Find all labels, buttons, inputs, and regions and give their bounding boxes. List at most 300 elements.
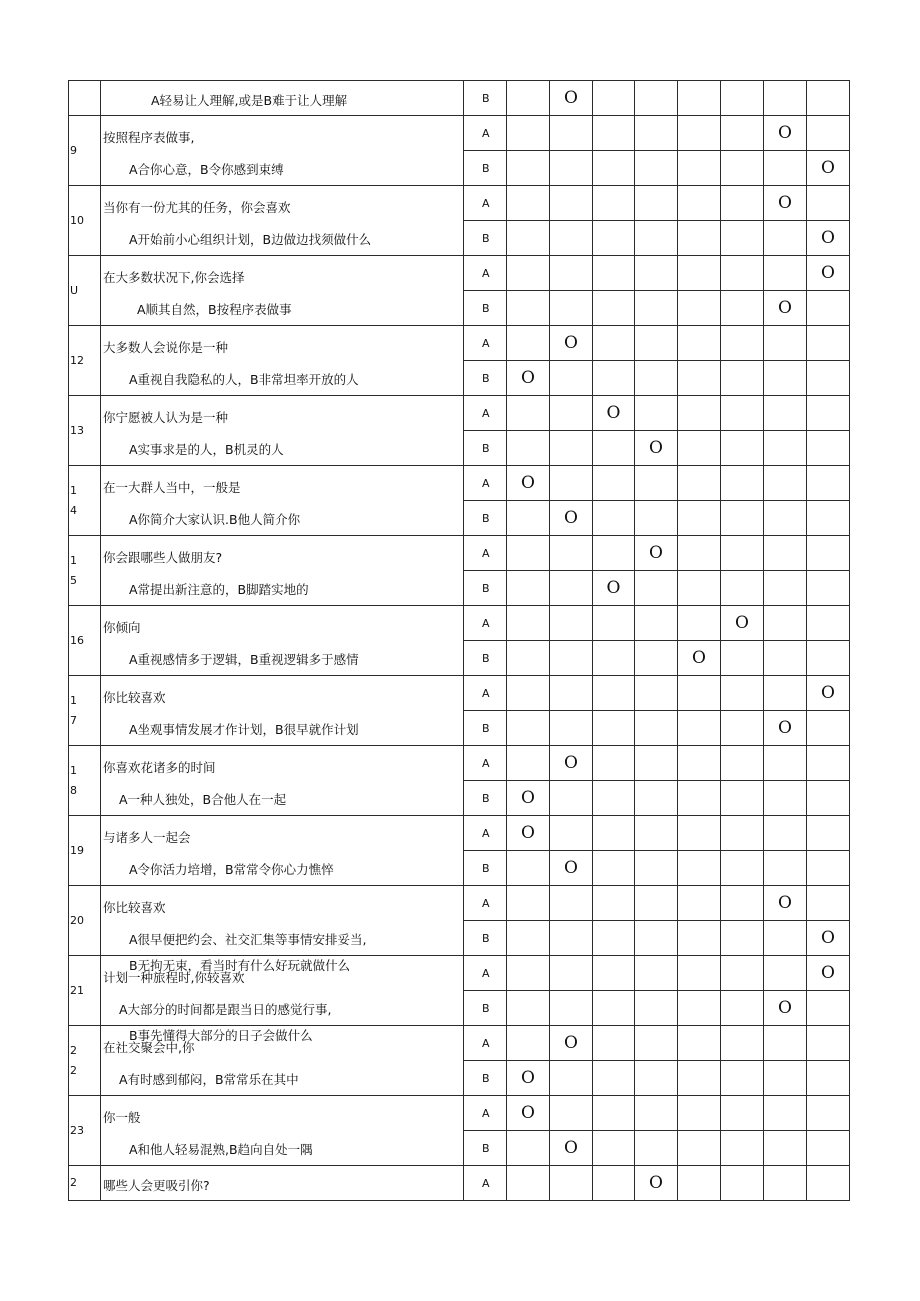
score-cell[interactable] bbox=[721, 641, 764, 676]
score-cell[interactable] bbox=[593, 326, 635, 361]
score-cell[interactable] bbox=[635, 886, 678, 921]
score-cell[interactable] bbox=[721, 1061, 764, 1096]
selected-mark: O bbox=[564, 333, 578, 353]
score-cell[interactable] bbox=[507, 641, 550, 676]
score-cell[interactable] bbox=[721, 1166, 764, 1201]
score-cell[interactable] bbox=[721, 921, 764, 956]
score-cell[interactable] bbox=[593, 501, 635, 536]
score-cell[interactable] bbox=[678, 781, 721, 816]
score-cell[interactable] bbox=[593, 536, 635, 571]
score-cell[interactable] bbox=[507, 116, 550, 151]
score-cell[interactable] bbox=[764, 1026, 807, 1061]
score-cell[interactable] bbox=[721, 431, 764, 466]
score-cell[interactable] bbox=[721, 291, 764, 326]
score-cell[interactable] bbox=[678, 81, 721, 116]
score-cell[interactable] bbox=[635, 851, 678, 886]
score-cell[interactable] bbox=[678, 606, 721, 641]
question-title: 你宁愿被人认为是一种 bbox=[103, 410, 229, 425]
score-cell[interactable] bbox=[635, 1131, 678, 1166]
score-cell[interactable] bbox=[807, 1166, 850, 1201]
score-cell[interactable] bbox=[593, 116, 635, 151]
score-cell[interactable] bbox=[678, 431, 721, 466]
score-cell[interactable] bbox=[507, 886, 550, 921]
score-cell[interactable] bbox=[635, 921, 678, 956]
score-cell[interactable] bbox=[764, 361, 807, 396]
score-cell[interactable] bbox=[635, 991, 678, 1026]
score-cell[interactable] bbox=[635, 676, 678, 711]
score-cell[interactable] bbox=[635, 186, 678, 221]
option-letter: A bbox=[464, 1166, 507, 1201]
score-cell[interactable] bbox=[550, 606, 593, 641]
score-cell[interactable] bbox=[678, 1096, 721, 1131]
score-cell[interactable] bbox=[635, 396, 678, 431]
score-cell[interactable] bbox=[635, 1026, 678, 1061]
score-cell[interactable] bbox=[550, 886, 593, 921]
score-cell[interactable] bbox=[635, 291, 678, 326]
question-text-cell bbox=[101, 816, 464, 886]
score-cell[interactable] bbox=[593, 81, 635, 116]
score-cell[interactable] bbox=[678, 921, 721, 956]
question-number: 1 5 bbox=[69, 536, 101, 606]
score-cell[interactable] bbox=[550, 571, 593, 606]
score-cell[interactable] bbox=[721, 851, 764, 886]
score-cell[interactable] bbox=[721, 151, 764, 186]
score-cell[interactable] bbox=[764, 746, 807, 781]
score-cell[interactable] bbox=[593, 431, 635, 466]
selected-mark: O bbox=[564, 753, 578, 773]
score-cell[interactable] bbox=[764, 151, 807, 186]
score-cell[interactable] bbox=[764, 991, 807, 1026]
score-cell[interactable] bbox=[764, 676, 807, 711]
score-cell[interactable] bbox=[507, 466, 550, 501]
score-cell[interactable] bbox=[550, 466, 593, 501]
score-cell[interactable] bbox=[721, 676, 764, 711]
score-cell[interactable] bbox=[550, 221, 593, 256]
question-number: 2 bbox=[69, 1166, 101, 1201]
score-cell[interactable] bbox=[721, 116, 764, 151]
score-cell[interactable] bbox=[550, 256, 593, 291]
score-cell[interactable] bbox=[721, 711, 764, 746]
score-cell[interactable] bbox=[807, 81, 850, 116]
score-cell[interactable] bbox=[764, 431, 807, 466]
score-cell[interactable] bbox=[635, 746, 678, 781]
score-cell[interactable] bbox=[593, 711, 635, 746]
score-cell[interactable] bbox=[721, 256, 764, 291]
score-cell[interactable] bbox=[593, 781, 635, 816]
question-number: 2 2 bbox=[69, 1026, 101, 1096]
score-cell[interactable] bbox=[507, 606, 550, 641]
option-row bbox=[69, 186, 850, 221]
score-cell[interactable] bbox=[635, 781, 678, 816]
score-cell[interactable] bbox=[550, 641, 593, 676]
score-cell[interactable] bbox=[635, 431, 678, 466]
score-cell[interactable] bbox=[678, 1061, 721, 1096]
score-cell[interactable] bbox=[550, 956, 593, 991]
score-cell[interactable] bbox=[507, 326, 550, 361]
score-cell[interactable] bbox=[507, 921, 550, 956]
score-cell[interactable] bbox=[807, 571, 850, 606]
score-cell[interactable] bbox=[550, 851, 593, 886]
score-cell[interactable] bbox=[807, 956, 850, 991]
option-row bbox=[69, 956, 850, 991]
score-cell[interactable] bbox=[635, 361, 678, 396]
score-cell[interactable] bbox=[550, 431, 593, 466]
score-cell[interactable] bbox=[550, 1131, 593, 1166]
score-cell[interactable] bbox=[678, 1026, 721, 1061]
score-cell[interactable] bbox=[721, 886, 764, 921]
score-cell[interactable] bbox=[635, 116, 678, 151]
option-letter: B bbox=[464, 641, 507, 676]
score-cell[interactable] bbox=[764, 291, 807, 326]
score-cell[interactable] bbox=[550, 781, 593, 816]
score-cell[interactable] bbox=[721, 186, 764, 221]
score-cell[interactable] bbox=[507, 431, 550, 466]
score-cell[interactable] bbox=[593, 256, 635, 291]
score-cell[interactable] bbox=[807, 116, 850, 151]
score-cell[interactable] bbox=[593, 851, 635, 886]
score-cell[interactable] bbox=[807, 151, 850, 186]
score-cell[interactable] bbox=[550, 816, 593, 851]
score-cell[interactable] bbox=[550, 361, 593, 396]
score-cell[interactable] bbox=[764, 816, 807, 851]
score-cell[interactable] bbox=[550, 326, 593, 361]
option-letter: B bbox=[464, 501, 507, 536]
question-text-cell bbox=[101, 466, 464, 536]
score-cell[interactable] bbox=[721, 326, 764, 361]
option-letter: A bbox=[464, 396, 507, 431]
score-cell[interactable] bbox=[764, 116, 807, 151]
score-cell[interactable] bbox=[764, 1166, 807, 1201]
score-cell[interactable] bbox=[678, 1131, 721, 1166]
score-cell[interactable] bbox=[678, 676, 721, 711]
score-cell[interactable] bbox=[807, 676, 850, 711]
score-cell[interactable] bbox=[507, 816, 550, 851]
score-cell[interactable] bbox=[635, 536, 678, 571]
question-options: A一种人独处，B合他人在一起 bbox=[119, 792, 287, 807]
score-cell[interactable] bbox=[507, 291, 550, 326]
score-cell[interactable] bbox=[764, 466, 807, 501]
selected-mark: O bbox=[778, 298, 792, 318]
score-cell[interactable] bbox=[635, 81, 678, 116]
score-cell[interactable] bbox=[507, 781, 550, 816]
score-cell[interactable] bbox=[507, 501, 550, 536]
score-cell[interactable] bbox=[550, 186, 593, 221]
score-cell[interactable] bbox=[678, 641, 721, 676]
score-cell[interactable] bbox=[678, 711, 721, 746]
score-cell[interactable] bbox=[507, 711, 550, 746]
score-cell[interactable] bbox=[721, 81, 764, 116]
score-cell[interactable] bbox=[807, 1061, 850, 1096]
score-cell[interactable] bbox=[721, 1026, 764, 1061]
score-cell[interactable] bbox=[507, 1061, 550, 1096]
score-cell[interactable] bbox=[635, 326, 678, 361]
question-title: 哪些人会更吸引你? bbox=[103, 1178, 210, 1193]
score-cell[interactable] bbox=[507, 1131, 550, 1166]
score-cell[interactable] bbox=[807, 816, 850, 851]
score-cell[interactable] bbox=[764, 256, 807, 291]
score-cell[interactable] bbox=[635, 221, 678, 256]
score-cell[interactable] bbox=[764, 851, 807, 886]
score-cell[interactable] bbox=[635, 256, 678, 291]
score-cell[interactable] bbox=[807, 536, 850, 571]
question-options: A合你心意，B令你感到束缚 bbox=[129, 162, 284, 177]
score-cell[interactable] bbox=[507, 571, 550, 606]
option-letter: B bbox=[464, 1061, 507, 1096]
score-cell[interactable] bbox=[550, 116, 593, 151]
score-cell[interactable] bbox=[593, 151, 635, 186]
score-cell[interactable] bbox=[593, 1026, 635, 1061]
score-cell[interactable] bbox=[764, 396, 807, 431]
score-cell[interactable] bbox=[678, 256, 721, 291]
score-cell[interactable] bbox=[593, 956, 635, 991]
score-cell[interactable] bbox=[764, 186, 807, 221]
score-cell[interactable] bbox=[721, 816, 764, 851]
score-cell[interactable] bbox=[764, 81, 807, 116]
score-cell[interactable] bbox=[721, 571, 764, 606]
score-cell[interactable] bbox=[807, 1026, 850, 1061]
score-cell[interactable] bbox=[550, 991, 593, 1026]
score-cell[interactable] bbox=[593, 1061, 635, 1096]
score-cell[interactable] bbox=[507, 1096, 550, 1131]
score-cell[interactable] bbox=[721, 991, 764, 1026]
question-options-continued: B无拘无束，看当时有什么好玩就做什么 bbox=[129, 958, 351, 973]
score-cell[interactable] bbox=[678, 221, 721, 256]
score-cell[interactable] bbox=[678, 536, 721, 571]
score-cell[interactable] bbox=[721, 1096, 764, 1131]
score-cell[interactable] bbox=[550, 291, 593, 326]
score-cell[interactable] bbox=[764, 956, 807, 991]
score-cell[interactable] bbox=[550, 921, 593, 956]
score-cell[interactable] bbox=[550, 746, 593, 781]
question-title: 你一般 bbox=[103, 1110, 141, 1125]
score-cell[interactable] bbox=[635, 466, 678, 501]
score-cell[interactable] bbox=[807, 746, 850, 781]
score-cell[interactable] bbox=[635, 1096, 678, 1131]
score-cell[interactable] bbox=[721, 221, 764, 256]
score-cell[interactable] bbox=[764, 501, 807, 536]
score-cell[interactable] bbox=[721, 746, 764, 781]
score-cell[interactable] bbox=[807, 1131, 850, 1166]
score-cell[interactable] bbox=[678, 326, 721, 361]
score-cell[interactable] bbox=[721, 501, 764, 536]
score-cell[interactable] bbox=[635, 711, 678, 746]
score-cell[interactable] bbox=[807, 291, 850, 326]
option-letter: B bbox=[464, 991, 507, 1026]
score-cell[interactable] bbox=[507, 991, 550, 1026]
score-cell[interactable] bbox=[764, 1096, 807, 1131]
score-cell[interactable] bbox=[507, 676, 550, 711]
question-text-cell bbox=[101, 536, 464, 606]
score-cell[interactable] bbox=[550, 1061, 593, 1096]
score-cell[interactable] bbox=[593, 291, 635, 326]
score-cell[interactable] bbox=[550, 396, 593, 431]
score-cell[interactable] bbox=[764, 641, 807, 676]
score-cell[interactable] bbox=[807, 641, 850, 676]
score-cell[interactable] bbox=[635, 1166, 678, 1201]
score-cell[interactable] bbox=[507, 151, 550, 186]
question-number: 12 bbox=[69, 326, 101, 396]
score-cell[interactable] bbox=[593, 991, 635, 1026]
question-text-cell bbox=[101, 186, 464, 256]
question-text-cell bbox=[101, 676, 464, 746]
score-cell[interactable] bbox=[550, 676, 593, 711]
selected-mark: O bbox=[521, 473, 535, 493]
score-cell[interactable] bbox=[635, 641, 678, 676]
score-cell[interactable] bbox=[635, 501, 678, 536]
score-cell[interactable] bbox=[807, 1096, 850, 1131]
option-letter: B bbox=[464, 571, 507, 606]
score-cell[interactable] bbox=[593, 641, 635, 676]
score-cell[interactable] bbox=[807, 886, 850, 921]
score-cell[interactable] bbox=[807, 606, 850, 641]
selected-mark: O bbox=[821, 928, 835, 948]
selected-mark: O bbox=[649, 1173, 663, 1193]
selected-mark: O bbox=[649, 438, 663, 458]
score-cell[interactable] bbox=[807, 431, 850, 466]
question-title: 在大多数状况下,你会选择 bbox=[103, 270, 245, 285]
score-cell[interactable] bbox=[764, 536, 807, 571]
score-cell[interactable] bbox=[507, 746, 550, 781]
score-cell[interactable] bbox=[678, 1166, 721, 1201]
score-cell[interactable] bbox=[507, 396, 550, 431]
score-cell[interactable] bbox=[764, 571, 807, 606]
score-cell[interactable] bbox=[678, 886, 721, 921]
score-cell[interactable] bbox=[507, 256, 550, 291]
score-cell[interactable] bbox=[635, 1061, 678, 1096]
score-cell[interactable] bbox=[678, 361, 721, 396]
score-cell[interactable] bbox=[678, 991, 721, 1026]
score-cell[interactable] bbox=[678, 186, 721, 221]
score-cell[interactable] bbox=[807, 256, 850, 291]
score-cell[interactable] bbox=[593, 396, 635, 431]
score-cell[interactable] bbox=[764, 886, 807, 921]
score-cell[interactable] bbox=[721, 606, 764, 641]
score-cell[interactable] bbox=[678, 571, 721, 606]
score-cell[interactable] bbox=[593, 1131, 635, 1166]
score-cell[interactable] bbox=[507, 186, 550, 221]
question-title: 你会跟哪些人做朋友? bbox=[103, 550, 223, 565]
question-text-cell bbox=[101, 746, 464, 816]
score-cell[interactable] bbox=[678, 501, 721, 536]
score-cell[interactable] bbox=[721, 1131, 764, 1166]
score-cell[interactable] bbox=[635, 956, 678, 991]
score-cell[interactable] bbox=[764, 781, 807, 816]
selected-mark: O bbox=[778, 893, 792, 913]
score-cell[interactable] bbox=[721, 536, 764, 571]
score-cell[interactable] bbox=[764, 606, 807, 641]
score-cell[interactable] bbox=[764, 221, 807, 256]
score-cell[interactable] bbox=[807, 711, 850, 746]
question-options: A你简介大家认识.B他人简介你 bbox=[129, 512, 301, 527]
score-cell[interactable] bbox=[678, 956, 721, 991]
score-cell[interactable] bbox=[721, 466, 764, 501]
question-title: 在一大群人当中，一般是 bbox=[103, 480, 241, 495]
score-cell[interactable] bbox=[807, 921, 850, 956]
score-cell[interactable] bbox=[550, 81, 593, 116]
score-cell[interactable] bbox=[593, 1096, 635, 1131]
score-cell[interactable] bbox=[635, 606, 678, 641]
option-letter: B bbox=[464, 431, 507, 466]
score-cell[interactable] bbox=[678, 291, 721, 326]
option-row bbox=[69, 1166, 850, 1201]
score-cell[interactable] bbox=[807, 186, 850, 221]
score-cell[interactable] bbox=[507, 851, 550, 886]
score-cell[interactable] bbox=[807, 361, 850, 396]
score-cell[interactable] bbox=[550, 1166, 593, 1201]
score-cell[interactable] bbox=[550, 711, 593, 746]
score-cell[interactable] bbox=[593, 921, 635, 956]
score-cell[interactable] bbox=[550, 151, 593, 186]
selected-mark: O bbox=[606, 403, 621, 423]
score-cell[interactable] bbox=[678, 851, 721, 886]
score-cell[interactable] bbox=[593, 466, 635, 501]
score-cell[interactable] bbox=[807, 221, 850, 256]
score-cell[interactable] bbox=[507, 536, 550, 571]
score-cell[interactable] bbox=[593, 886, 635, 921]
score-cell[interactable] bbox=[678, 396, 721, 431]
score-cell[interactable] bbox=[764, 711, 807, 746]
score-cell[interactable] bbox=[507, 361, 550, 396]
score-cell[interactable] bbox=[807, 991, 850, 1026]
score-cell[interactable] bbox=[678, 151, 721, 186]
score-cell[interactable] bbox=[721, 781, 764, 816]
score-cell[interactable] bbox=[678, 746, 721, 781]
score-cell[interactable] bbox=[635, 571, 678, 606]
score-cell[interactable] bbox=[550, 501, 593, 536]
score-cell[interactable] bbox=[593, 746, 635, 781]
score-cell[interactable] bbox=[721, 361, 764, 396]
selected-mark: O bbox=[521, 823, 535, 843]
score-cell[interactable] bbox=[507, 956, 550, 991]
score-cell[interactable] bbox=[721, 956, 764, 991]
score-cell[interactable] bbox=[678, 816, 721, 851]
score-cell[interactable] bbox=[593, 676, 635, 711]
score-cell[interactable] bbox=[721, 396, 764, 431]
score-cell[interactable] bbox=[550, 1026, 593, 1061]
score-cell[interactable] bbox=[507, 1166, 550, 1201]
score-cell[interactable] bbox=[507, 81, 550, 116]
score-cell[interactable] bbox=[807, 396, 850, 431]
score-cell[interactable] bbox=[678, 466, 721, 501]
score-cell[interactable] bbox=[764, 1131, 807, 1166]
score-cell[interactable] bbox=[593, 221, 635, 256]
score-cell[interactable] bbox=[593, 1166, 635, 1201]
score-cell[interactable] bbox=[764, 921, 807, 956]
score-cell[interactable] bbox=[807, 851, 850, 886]
score-cell[interactable] bbox=[593, 571, 635, 606]
score-cell[interactable] bbox=[807, 466, 850, 501]
score-cell[interactable] bbox=[807, 501, 850, 536]
score-cell[interactable] bbox=[678, 116, 721, 151]
score-cell[interactable] bbox=[593, 361, 635, 396]
score-cell[interactable] bbox=[635, 816, 678, 851]
score-cell[interactable] bbox=[635, 151, 678, 186]
option-row bbox=[69, 606, 850, 641]
option-row bbox=[69, 81, 850, 116]
question-number: 16 bbox=[69, 606, 101, 676]
score-cell[interactable] bbox=[807, 326, 850, 361]
score-cell[interactable] bbox=[593, 606, 635, 641]
score-cell[interactable] bbox=[764, 326, 807, 361]
score-cell[interactable] bbox=[807, 781, 850, 816]
score-cell[interactable] bbox=[507, 1026, 550, 1061]
score-cell[interactable] bbox=[550, 536, 593, 571]
score-cell[interactable] bbox=[507, 221, 550, 256]
score-cell[interactable] bbox=[764, 1061, 807, 1096]
score-cell[interactable] bbox=[593, 816, 635, 851]
score-cell[interactable] bbox=[550, 1096, 593, 1131]
score-cell[interactable] bbox=[593, 186, 635, 221]
